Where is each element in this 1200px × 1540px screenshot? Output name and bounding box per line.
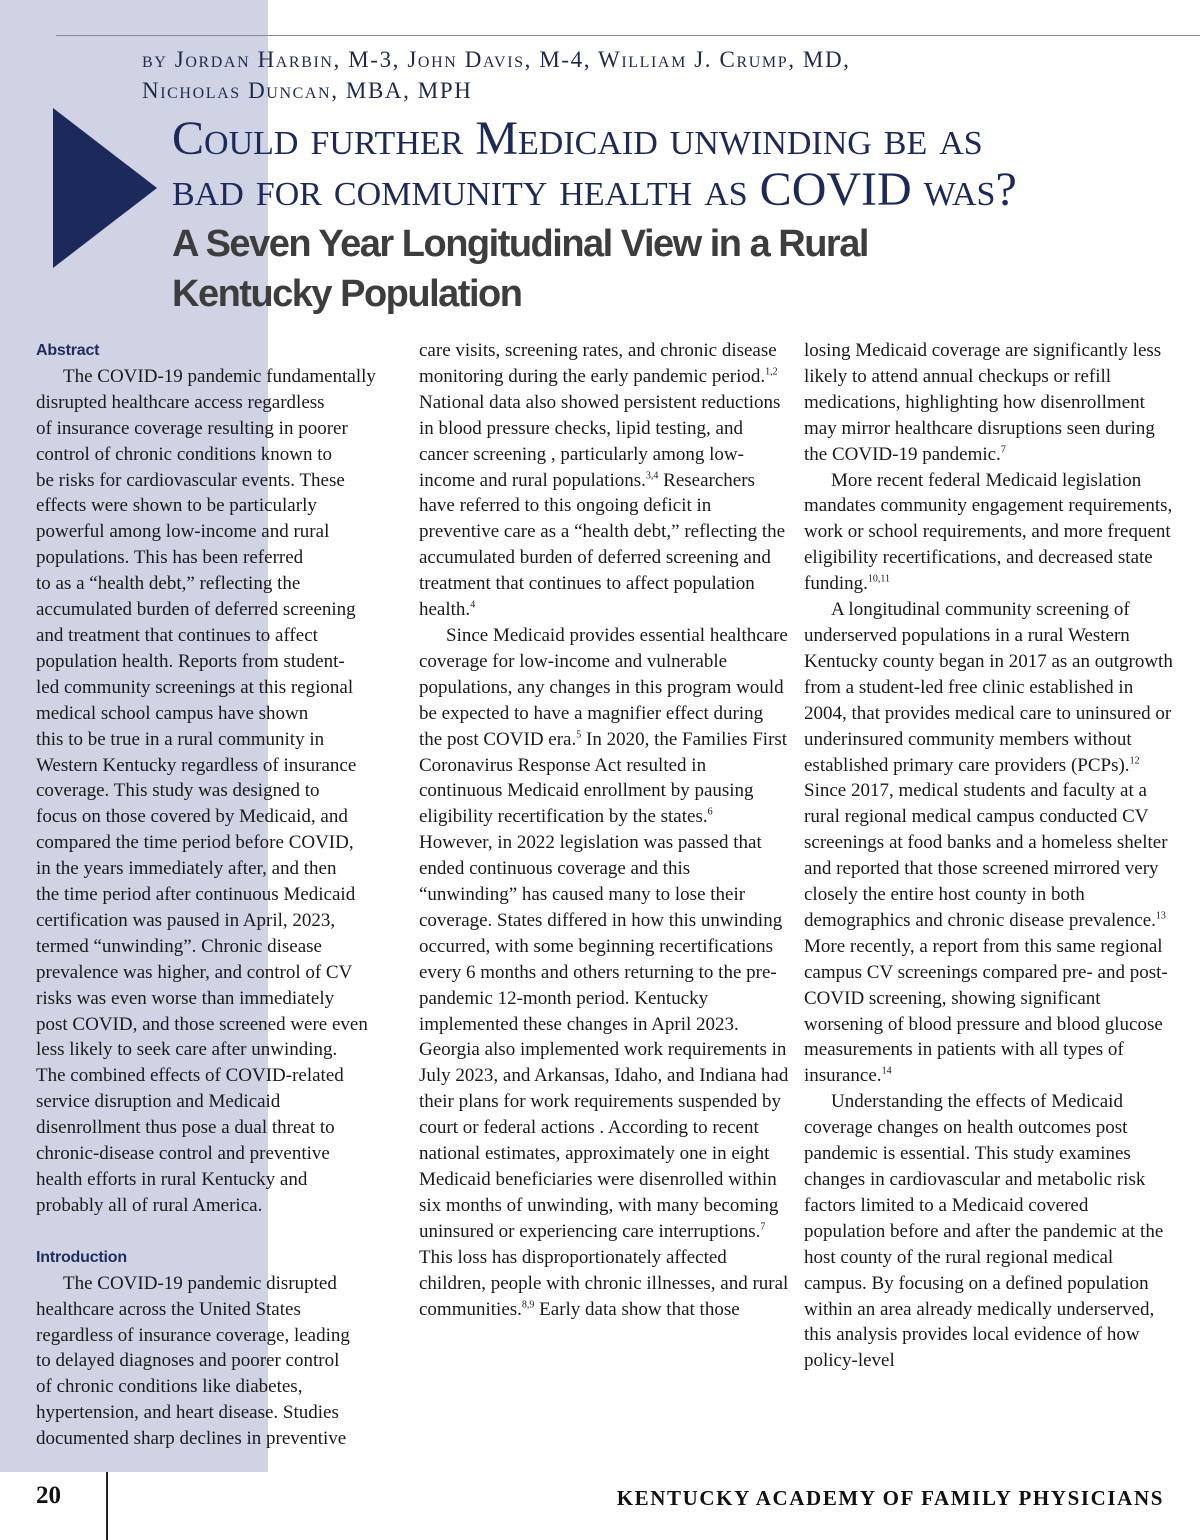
text-run: Researchers have referred to this ongoing deficit in preventive care as a “health debt,” reflecting the accumulated burden of deferred screening and treatment that continues to affect population health. [419,469,786,621]
abstract-line: powerful among low-income and rural [36,521,330,543]
paragraph [419,338,789,623]
paragraph [419,623,789,1322]
citation: 14 [881,1066,892,1078]
title-line: Could further Medicaid unwinding be as [172,112,983,165]
abstract-line: risks was even worse than immediately [36,987,335,1009]
citation: 12 [1129,755,1140,767]
abstract-line: medical school campus have shown [36,702,309,724]
citation: 8,9 [521,1299,535,1311]
abstract-line: service disruption and Medicaid [36,1091,281,1113]
page-number: 20 [36,1482,61,1509]
text-run: More recently, a report from this same regional campus CV screenings compared pre- and post-COVID screening, showing significant worsening of blood pressure and blood glucose measurements in patients with all types of insurance. [804,935,1168,1087]
text-run: This loss has disproportionately affected children, people with chronic illnesses, and rural communities. [419,1246,789,1320]
text-run: A longitudinal community screening of underserved populations in a rural Western Kentucky county began in 2017 as an outgrowth from a student-led free clinic established in 2004, that provides medical care to uninsured or underinsured community members without established primary care providers (PCPs). [804,599,1173,776]
paragraph [804,338,1174,468]
abstract-line: the time period after continuous Medicaid [36,884,356,906]
abstract-line: post COVID, and those screened were even [36,1013,368,1035]
text-run: Since 2017, medical students and faculty at a rural regional medical campus conducted CV screenings at food banks and a homeless shelter and reported that those screened mirrored very closely the entire host county in both demographics and chronic disease prevalence. [804,780,1168,931]
abstract-line: to as a “health debt,” reflecting the [36,573,301,595]
abstract-line: disrupted healthcare access regardless [36,391,325,413]
paragraph [804,597,1174,1089]
abstract-line: this to be true in a rural community in [36,728,325,750]
column-2 [419,338,789,1322]
abstract-line: chronic-disease control and preventive [36,1143,330,1165]
abstract-line: populations. This has been referred [36,547,304,569]
intro-line: to delayed diagnoses and poorer control [36,1350,340,1372]
abstract-line: in the years immediately after, and then [36,858,337,880]
subtitle-line: Kentucky Population [172,273,522,315]
text-run: Since Medicaid provides essential healthcare coverage for low-income and vulnerable populations, any changes in this program would be expected to have a magnifier effect during the post COVID era. [419,624,788,750]
text-run: Understanding the effects of Medicaid coverage changes on health outcomes post pandemic is essential. This study examines changes in cardiovascular and metabolic risk factors limited to a Medicaid covered population before and after the pandemic at the host county of the rural regional medical campus. By focusing on a defined population within an area already medically underserved, this analysis provides local evidence of how policy-level [804,1091,1164,1372]
abstract-line: effects were shown to be particularly [36,495,317,517]
text-run: However, in 2022 legislation was passed that ended continuous coverage and this “unwinding” has caused many to lose their coverage. States differed in how this unwinding occurred, with some beginning recertifications every 6 months and others returning to the pre-pandemic 12-month period. Kentucky implemented these changes in April 2023. Georgia also implemented work requirements in July 2023, and Arkansas, Idaho, and Indiana had their plans for work requirements suspended by court or federal actions . According to recent national estimates, approximately one in eight Medicaid beneficiaries were disenrolled within six months of unwinding, with many becoming uninsured or experiencing care interruptions. [419,832,789,1242]
abstract-line: coverage. This study was designed to [36,780,320,802]
subtitle-line: A Seven Year Longitudinal View in a Rural [172,223,868,265]
publication-name: KENTUCKY ACADEMY OF FAMILY PHYSICIANS [616,1486,1164,1510]
citation: 4 [470,599,476,611]
play-arrow-icon [53,108,157,268]
text-run: In 2020, the Families First Coronavirus Response Act resulted in continuous Medicaid enrollment by pausing eligibility recertification by the states. [419,728,788,828]
abstract-line: health efforts in rural Kentucky and [36,1169,308,1190]
text-run: More recent federal Medicaid legislation mandates community engagement requirements, work or school requirements, and more frequent eligibility recertifications, and decreased state funding. [804,469,1173,595]
text-run: National data also showed persistent reductions in blood pressure checks, lipid testing, and cancer screening , particularly among low-income and rural populations. [419,391,781,491]
text-run: care visits, screening rates, and chronic disease monitoring during the early pandemic period. [419,340,777,387]
column-3 [804,338,1174,1374]
intro-line: healthcare across the United States [36,1298,301,1320]
intro-line: hypertension, and heart disease. Studies [36,1402,339,1424]
footer-divider [106,1472,108,1540]
citation: 3,4 [645,470,659,482]
abstract-line: control of chronic conditions known to [36,443,333,465]
abstract-line: accumulated burden of deferred screening [36,599,356,621]
abstract-line: and treatment that continues to affect [36,624,318,646]
intro-line: regardless of insurance coverage, leading [36,1324,350,1346]
abstract-line: of insurance coverage resulting in poorer [36,417,348,439]
citation: 1,2 [765,366,778,378]
byline-line: Nicholas Duncan, MBA, MPH [142,78,473,103]
abstract-line: compared the time period before COVID, [36,832,354,854]
abstract-line: be risks for cardiovascular events. These [36,469,345,491]
byline [142,44,1182,106]
abstract-line: certification was paused in April, 2023, [36,909,336,931]
citation: 6 [707,806,713,818]
introduction-heading: Introduction [36,1248,127,1266]
citation: 13 [1155,910,1166,922]
paragraph [804,1089,1174,1374]
text-run: losing Medicaid coverage are significantly less likely to attend annual checkups or refill medications, highlighting how disenrollment may mirror healthcare disruptions seen during the COVID-19 pandemic. [804,340,1162,465]
text-run: Early data show that those [534,1298,740,1320]
intro-line: of chronic conditions like diabetes, [36,1376,303,1398]
citation: 7 [1000,444,1006,456]
abstract-line: probably all of rural America. [36,1194,263,1216]
abstract-heading: Abstract [36,342,100,359]
citation: 10,11 [867,573,890,585]
abstract-line: less likely to seek care after unwinding. [36,1039,338,1061]
abstract-line: led community screenings at this regional [36,676,354,698]
citation: 7 [760,1221,766,1233]
article-subtitle [172,219,1152,319]
article-title [172,113,1192,215]
abstract-line: population health. Reports from student- [36,650,345,672]
abstract-line: The COVID-19 pandemic fundamentally [63,365,376,387]
abstract-line: focus on those covered by Medicaid, and [36,806,348,828]
top-rule [56,35,1200,36]
abstract-line: termed “unwinding”. Chronic disease [36,935,322,957]
citation: 5 [576,729,582,741]
title-line: bad for community health as COVID was? [172,163,1017,216]
intro-line: documented sharp declines in preventive [36,1428,347,1450]
abstract-line: disenrollment thus pose a dual threat to [36,1117,335,1139]
paragraph [804,468,1174,598]
abstract-line: The combined effects of COVID-related [36,1065,344,1087]
intro-line: The COVID-19 pandemic disrupted [63,1272,337,1294]
abstract-line: prevalence was higher, and control of CV [36,961,353,983]
byline-line: by Jordan Harbin, M-3, John Davis, M-4, William J. Crump, MD, [142,47,851,72]
abstract-line: Western Kentucky regardless of insurance [36,754,357,776]
column-1 [36,338,401,1452]
